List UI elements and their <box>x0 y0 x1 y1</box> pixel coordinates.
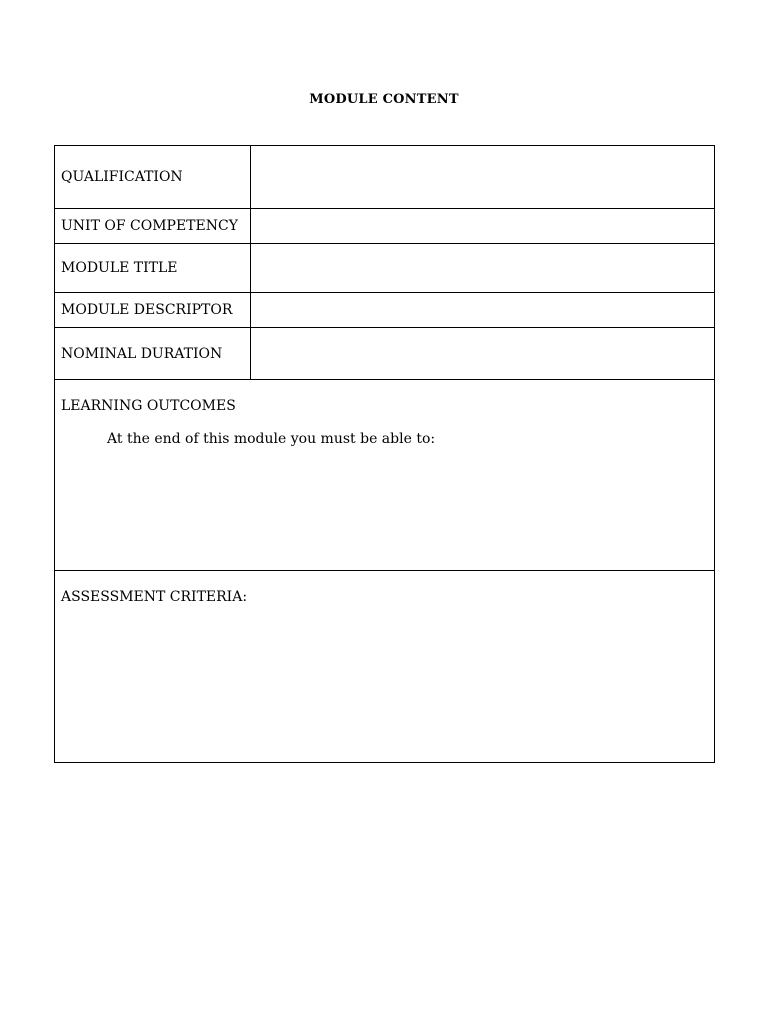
learning-outcomes-intro: At the end of this module you must be able to: <box>107 431 436 447</box>
learning-outcomes-row <box>55 380 715 571</box>
unit-of-competency-value <box>251 209 715 244</box>
qualification-label: QUALIFICATION <box>55 146 251 209</box>
nominal-duration-label: NOMINAL DURATION <box>55 328 251 380</box>
module-descriptor-value <box>251 293 715 328</box>
assessment-criteria-row <box>55 571 715 763</box>
table-row <box>55 209 715 244</box>
assessment-criteria-cell <box>55 571 715 763</box>
learning-outcomes-cell <box>55 380 715 571</box>
assessment-criteria-heading: ASSESSMENT CRITERIA: <box>61 589 248 605</box>
module-title-value <box>251 244 715 293</box>
table-row <box>55 328 715 380</box>
table-row <box>55 146 715 209</box>
table-row <box>55 293 715 328</box>
module-descriptor-label: MODULE DESCRIPTOR <box>55 293 251 328</box>
learning-outcomes-heading: LEARNING OUTCOMES <box>61 398 236 414</box>
qualification-value <box>251 146 715 209</box>
table-row <box>55 244 715 293</box>
module-title-label: MODULE TITLE <box>55 244 251 293</box>
page-title: MODULE CONTENT <box>309 92 459 107</box>
module-content-table <box>54 145 715 763</box>
nominal-duration-value <box>251 328 715 380</box>
unit-of-competency-label: UNIT OF COMPETENCY <box>55 209 251 244</box>
